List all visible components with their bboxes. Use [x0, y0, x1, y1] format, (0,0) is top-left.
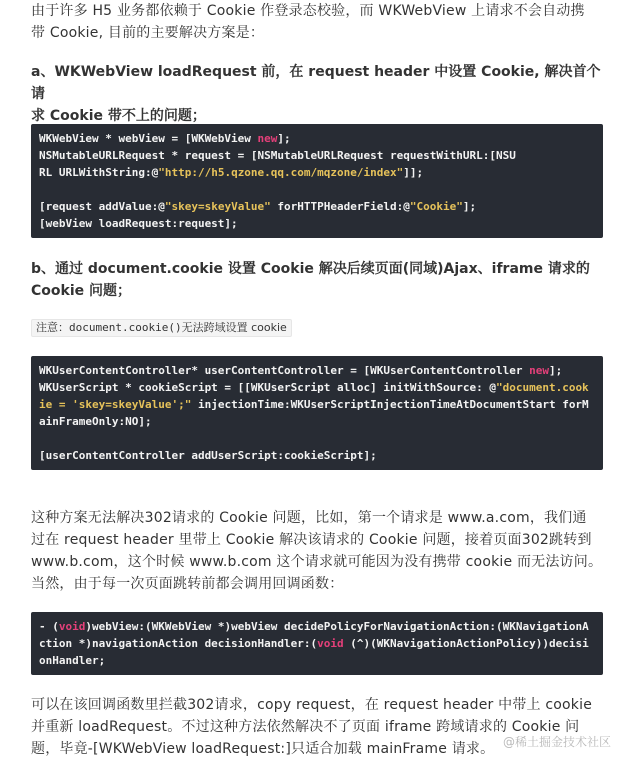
note-prefix: 注意： — [36, 321, 69, 334]
code-text: (^)(WKNavigationActionPolicy))decisionHandler; — [39, 637, 589, 667]
section-a-heading — [31, 61, 605, 127]
intro-paragraph — [31, 0, 605, 44]
code-text: ]; — [548, 364, 563, 377]
code-string: "Cookie" — [409, 200, 463, 213]
code-text: - ( — [39, 620, 59, 633]
watermark-label: @稀土掘金技术社区 — [502, 735, 611, 749]
code-text: ]; — [462, 200, 477, 213]
paragraph-302-line-3: www.b.com，这个时候 www.b.com 这个请求就可能因为没有携带 cookie 而无法访问。 — [31, 554, 603, 570]
code-string: "document.cookie = 'skey=skeyValue';" — [39, 381, 589, 411]
code-string: "skey=skeyValue" — [164, 200, 271, 213]
note-suffix: 无法跨域设置 cookie — [181, 321, 287, 334]
code-text: r — [515, 364, 530, 377]
note-code: document.cookie() — [69, 321, 182, 334]
code-text: RL URLWithString:@ — [39, 166, 159, 179]
code-text: WKWebView * webView = [WKWebView — [39, 132, 258, 145]
section-a-heading-line-1: a、WKWebView loadRequest 前，在 request header 中设置 Cookie, 解决首个请 — [31, 64, 601, 102]
paragraph-302 — [31, 507, 605, 595]
section-b-heading — [31, 258, 605, 302]
code-text: injectionTime:WKUserScriptInjectionTimeAtDocumentStart forMainFrameOnly:NO]; — [39, 398, 589, 428]
code-text: ]; — [277, 132, 291, 145]
paragraph-intercept-line-1: 可以在该回调函数里拦截302请求，copy request，在 request header 中带上 cookie — [31, 697, 593, 713]
paragraph-intercept-line-2: 并重新 loadRequest。不过这种方法依然解决不了页面 iframe 跨域请求的 Cookie 问 — [31, 719, 580, 735]
code-keyword: new — [257, 132, 278, 145]
code-text: [request addValue:@ — [39, 200, 165, 213]
code-text: ]]; — [403, 166, 424, 179]
code-text: forHTTPHeaderField:@ — [270, 200, 410, 213]
code-text: [webView loadRequest:request]; — [39, 217, 238, 230]
code-block-user-script[interactable] — [31, 356, 603, 470]
code-text: )webView:(WKWebView *)webView decidePolicyForNavigationAction:(WKNavigationAction *)navigationAction decisionHandler:( — [39, 620, 589, 650]
paragraph-302-line-4: 当然，由于每一次页面跳转前都会调用回调函数： — [31, 576, 344, 592]
code-text: WKUserScript * cookieScript = [[WKUserScript alloc] initWithSource: @ — [39, 381, 496, 394]
paragraph-302-line-1: 这种方案无法解决302请求的 Cookie 问题，比如，第一个请求是 www.a.com，我们通 — [31, 510, 587, 526]
paragraph-intercept-line-3: 题，毕竟-[WKWebView loadRequest:]只适合加载 mainFrame 请求。 — [31, 741, 495, 757]
note-box — [31, 319, 292, 337]
paragraph-302-line-2: 过在 request header 里带上 Cookie 解决该请求的 Cookie 问题，接着页面302跳转到 — [31, 532, 592, 548]
code-string: "http://h5.qzone.qq.com/mqzone/index" — [158, 166, 404, 179]
code-text: NSMutableURLRequest * request = [NSMutableURLRequest requestWithURL:[NSU — [39, 149, 516, 162]
intro-line-1: 由于许多 H5 业务都依赖于 Cookie 作登录态校验，而 WKWebView 上请求不会自动携 — [31, 3, 585, 19]
section-b-heading-line-2: Cookie 问题； — [31, 283, 131, 299]
code-keyword: void — [58, 620, 86, 633]
code-keyword: new — [529, 364, 549, 377]
code-block-load-request[interactable] — [31, 124, 603, 238]
section-a-heading-line-2: 求 Cookie 带不上的问题； — [31, 108, 206, 124]
code-keyword: void — [317, 637, 344, 650]
paragraph-intercept — [31, 694, 605, 760]
code-block-decide-policy[interactable] — [31, 612, 603, 675]
code-text: [userContentController addUserScript:cookieScript]; — [39, 449, 377, 462]
code-text: WKUserContentController* userContentController = [WKUserContentControlle — [39, 364, 516, 377]
section-b-heading-line-1: b、通过 document.cookie 设置 Cookie 解决后续页面(同域)Ajax、iframe 请求的 — [31, 261, 590, 277]
intro-line-2: 带 Cookie, 目前的主要解决方案是： — [31, 25, 265, 41]
